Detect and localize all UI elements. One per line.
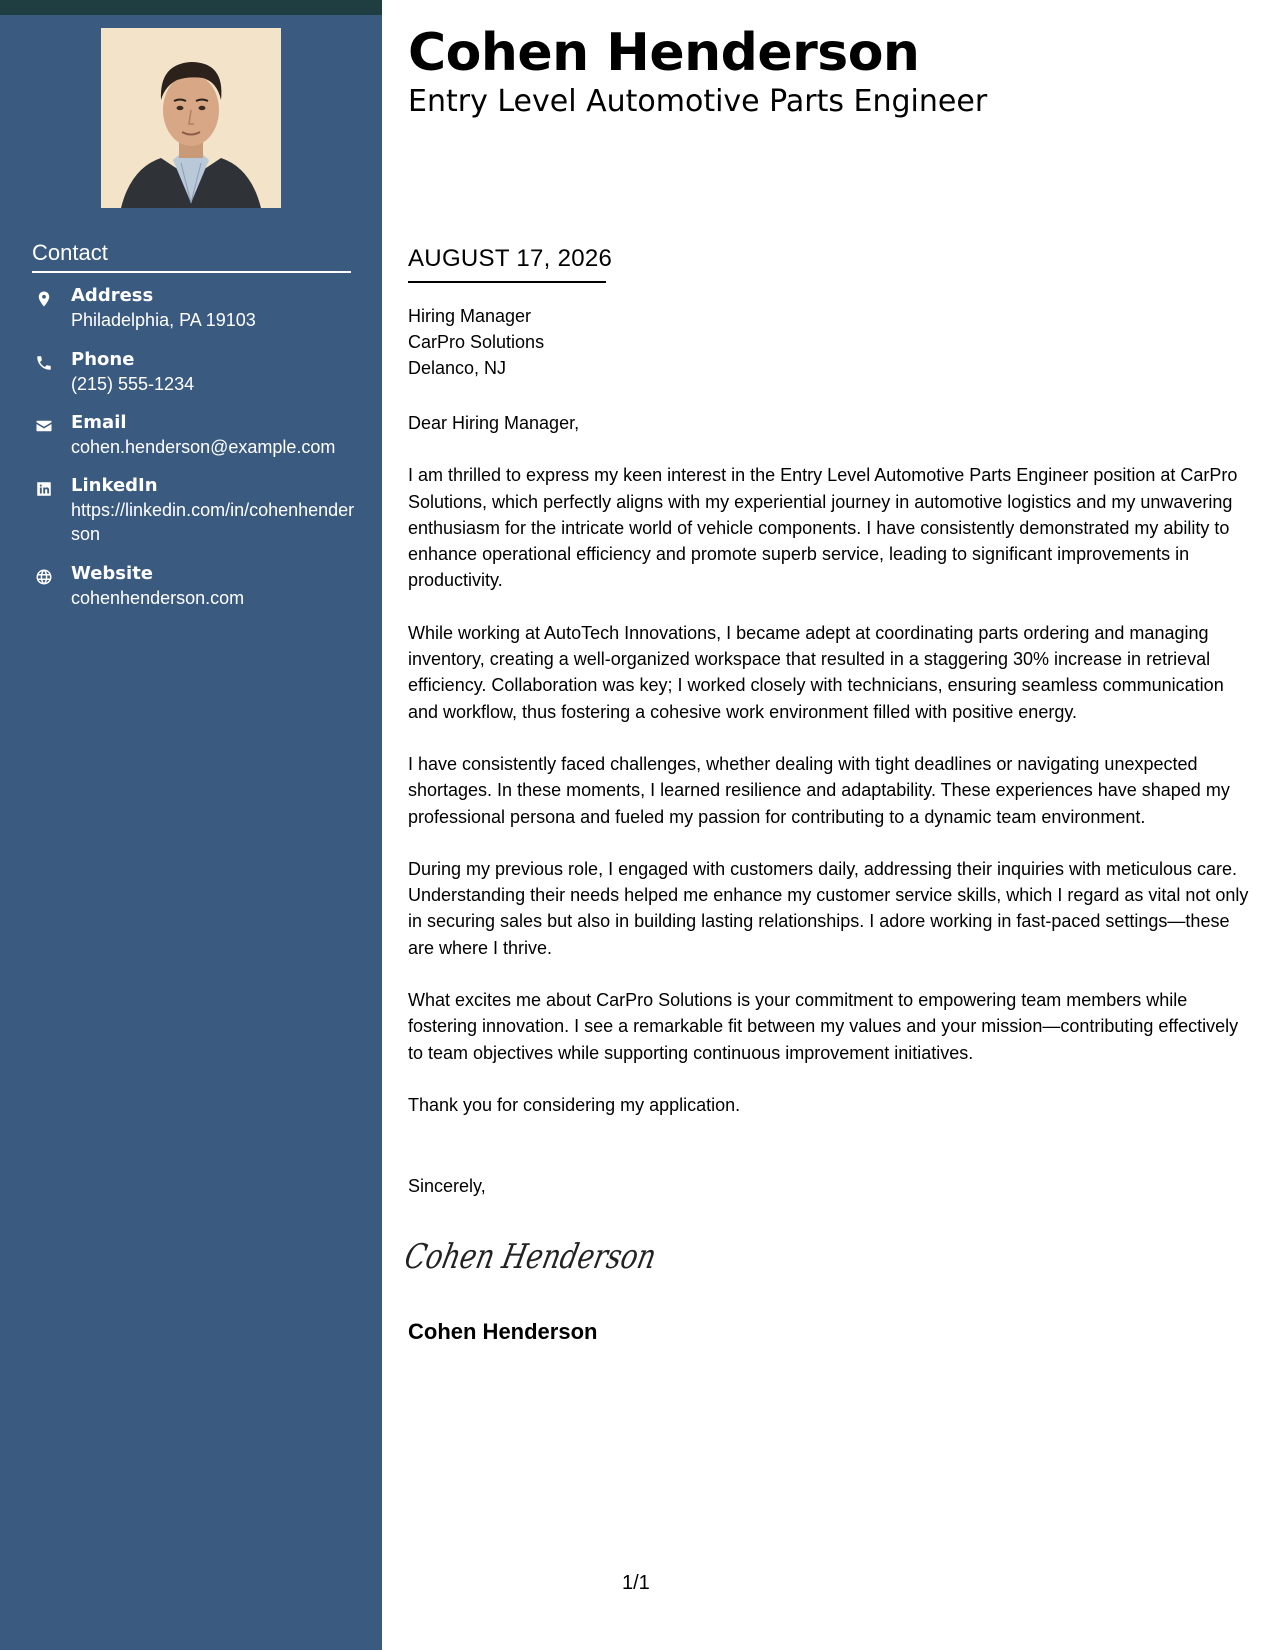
globe-icon (32, 565, 56, 589)
address-label: Address (71, 285, 154, 306)
phone-icon (32, 351, 56, 375)
body-paragraph: During my previous role, I engaged with customers daily, addressing their inquiries with meticulous care. Understanding their needs helped me enhance my customer service skills, which I regard as vital not only in securing sales but also in building lasting relationships. I adore working in fast-paced settings—these are where I thrive. (408, 858, 1249, 958)
signer-name: Cohen Henderson (408, 1319, 598, 1344)
job-title: Entry Level Automotive Parts Engineer (408, 84, 988, 119)
profile-photo (101, 28, 281, 208)
recipient-line: Hiring Manager (408, 306, 532, 326)
map-pin-icon (32, 287, 56, 311)
phone-value: (215) 555-1234 (71, 374, 195, 394)
letter-date: AUGUST 17, 2026 (408, 245, 613, 272)
sidebar-top-bar (0, 0, 382, 15)
address-value: Philadelphia, PA 19103 (71, 310, 256, 330)
body-paragraph: I have consistently faced challenges, whether dealing with tight deadlines or navigating unexpected shortages. In these moments, I learned resilience and adaptability. These experiences have shaped my professional persona and fueled my passion for contributing to a dynamic team environment. (408, 753, 1230, 827)
date-underline (408, 281, 606, 283)
recipient-line: CarPro Solutions (408, 332, 545, 352)
body-paragraph: While working at AutoTech Innovations, I became adept at coordinating parts ordering and managing inventory, creating a well-organized workspace that resulted in a staggering 30% increase in retrieval efficiency. Collaboration was key; I worked closely with technicians, ensuring seamless communication and workflow, thus fostering a cohesive work environment filled with positive energy. (408, 622, 1224, 722)
envelope-icon (32, 414, 56, 438)
page-number: 1/1 (622, 1572, 650, 1594)
contact-divider (32, 271, 351, 273)
linkedin-label: LinkedIn (71, 475, 158, 496)
candidate-name: Cohen Henderson (408, 23, 920, 83)
linkedin-icon (32, 477, 56, 501)
profile-photo-image (101, 28, 281, 208)
closing: Sincerely, (408, 1176, 486, 1196)
email-label: Email (71, 412, 127, 433)
contact-heading: Contact (32, 240, 108, 265)
linkedin-value[interactable]: https://linkedin.com/in/cohenhenderson (71, 500, 355, 544)
signature-text: Cohen Henderson (401, 1237, 721, 1277)
email-value[interactable]: cohen.henderson@example.com (71, 437, 336, 457)
recipient-block (408, 303, 544, 381)
body-paragraph: Thank you for considering my application. (408, 1094, 741, 1115)
website-value[interactable]: cohenhenderson.com (71, 588, 245, 608)
handwritten-signature (401, 1226, 721, 1286)
website-label: Website (71, 563, 154, 584)
recipient-line: Delanco, NJ (408, 358, 507, 378)
body-paragraph: I am thrilled to express my keen interest in the Entry Level Automotive Parts Engineer position at CarPro Solutions, which perfectly aligns with my experiential journey in automotive logistics and my unwavering enthusiasm for the intricate world of vehicle components. I have consistently demonstrated my ability to enhance operational efficiency and promote superb service, leading to significant improvements in productivity. (408, 465, 1238, 591)
phone-label: Phone (71, 349, 135, 370)
body-paragraph: What excites me about CarPro Solutions is your commitment to empowering team members while fostering innovation. I see a remarkable fit between my values and your mission—contributing effectively to team objectives while supporting continuous improvement initiatives. (408, 990, 1239, 1063)
letter-body (408, 410, 1253, 1144)
salutation: Dear Hiring Manager, (408, 413, 580, 433)
